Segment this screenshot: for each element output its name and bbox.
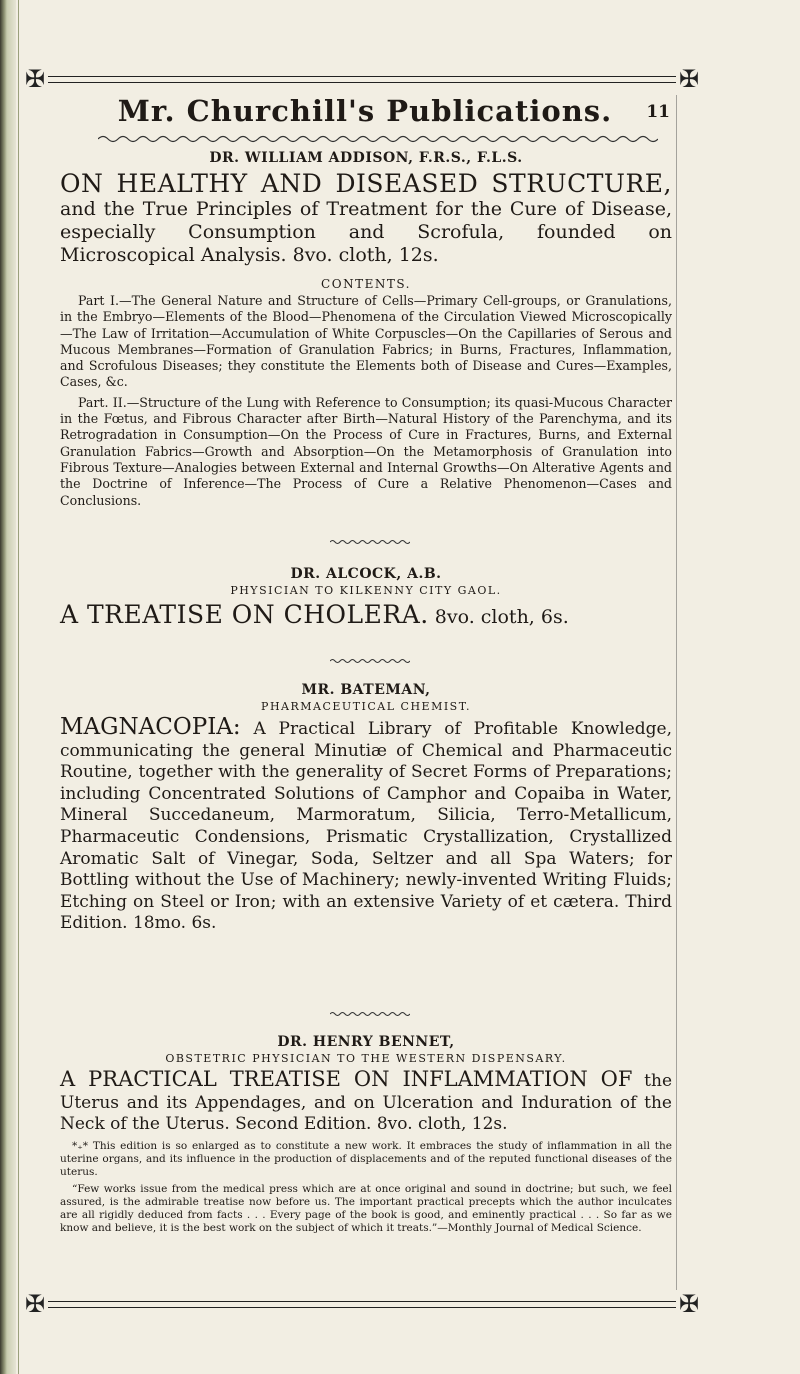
author-name: MR. BATEMAN, xyxy=(301,682,431,698)
book-title-lead: ON HEALTHY AND DISEASED STRUCTURE, xyxy=(60,169,672,198)
entry-addison xyxy=(60,150,672,509)
book-title-rest: the Uterus and its Appendages, and on Ulceration and Induration of the Neck of the Uterus. Second Edition. 8vo. cloth, 12s. xyxy=(60,1071,672,1135)
entry-bateman xyxy=(60,682,672,935)
frame-rule-right xyxy=(676,95,677,1290)
book-price: 8vo. cloth, 6s. xyxy=(428,606,569,628)
author-name: DR. ALCOCK, A.B. xyxy=(290,566,442,582)
page-header xyxy=(60,94,670,134)
page-title: Mr. Churchill's Publications. xyxy=(117,94,613,128)
corner-ornament-icon: ✠ xyxy=(678,65,700,93)
author-name: DR. HENRY BENNET, xyxy=(277,1034,455,1050)
author-role: OBSTETRIC PHYSICIAN TO THE WESTERN DISPENSARY. xyxy=(165,1052,567,1065)
contents-part-1: Part I.—The General Nature and Structure of Cells—Primary Cell-groups, or Granulations, in the Embryo—Elements of the Blood—Phenomena of the Circulation Viewed Microscopically—The Law of Irritation—Accumulation of White Corpuscles—On the Capillaries of Serous and Mucous Membranes—Formation of Granulation Fabrics; in Burns, Fractures, Inflammation, and Scrofulous Diseases; they constitute the Elements both of Disease and Cures—Examples, Cases, &c. xyxy=(60,293,672,390)
author-name: DR. WILLIAM ADDISON, F.R.S., F.L.S. xyxy=(209,150,523,166)
wavy-divider xyxy=(98,134,658,144)
short-wavy-divider xyxy=(330,1011,410,1017)
short-wavy-divider xyxy=(330,539,410,545)
author-role: PHYSICIAN TO KILKENNY CITY GAOL. xyxy=(230,584,502,597)
corner-ornament-icon: ✠ xyxy=(678,1290,700,1318)
book-text: A Practical Library of Profitable Knowledge, communicating the general Minutiæ of Chemical and Pharmaceutic Routine, together with the generality of Secret Forms of Preparations; including Concentrated Solutions of Camphor and Copaiba in Water, Mineral Succedaneum, Marmoratum, Silicia, Terro-Metallicum, Pharmaceutic Condensions, Prismatic Crystallization, Crystallized Aromatic Salt of Vinegar, Soda, Seltzer and all Spa Waters; for Bottling without the Use of Machinery; newly-invented Writing Fluids; Etching on Steel or Iron; with an extensive Variety of et cætera. Third Edition. 18mo. 6s. xyxy=(60,719,672,934)
page-spine-line xyxy=(18,0,19,1374)
review-quote: “Few works issue from the medical press which are at once original and sound in doctrine; but such, we feel assured, is the admirable treatise now before us. The important practical precepts which the author inculcates are all rigidly deduced from facts . . . Every page of the book is good, and eminently practical . . . So far as we know and believe, it is the best work on the subject of which it treats.”—Monthly Journal of Medical Science. xyxy=(60,1182,672,1234)
book-title xyxy=(60,600,672,629)
corner-ornament-icon: ✠ xyxy=(24,1290,46,1318)
frame-rule-bottom xyxy=(48,1301,676,1308)
book-title-lead: A TREATISE ON CHOLERA. xyxy=(60,600,429,629)
book-title xyxy=(60,169,672,267)
entry-bennet xyxy=(60,1034,672,1235)
book-description xyxy=(60,714,672,935)
contents-part-2: Part. II.—Structure of the Lung with Reference to Consumption; its quasi-Mucous Character in the Fœtus, and Fibrous Character after Birth—Natural History of the Parenchyma, and its Retrogradation in Consumption—On the Process of Cure in Fractures, Burns, and External Granulation Fabrics—Growth and Absorption—On the Metamorphosis of Granulation into Fibrous Texture—Analogies between External and Internal Growths—On Alterative Agents and the Doctrine of Inference—The Process of Cure a Relative Phenomenon—Cases and Conclusions. xyxy=(60,394,672,508)
edition-note: *₊* This edition is so enlarged as to constitute a new work. It embraces the study of inflammation in all the uterine organs, and its influence in the production of displacements and of the reputed functional diseases of the uterus. xyxy=(60,1139,672,1178)
book-title-rest: and the True Principles of Treatment for the Cure of Disease, especially Consumption and Scrofula, founded on Microscopical Analysis. 8vo. cloth, 12s. xyxy=(60,198,672,266)
book-title xyxy=(60,1069,672,1136)
short-wavy-divider xyxy=(330,658,410,664)
book-title-lead: MAGNACOPIA: xyxy=(60,714,241,740)
author-role: PHARMACEUTICAL CHEMIST. xyxy=(261,700,471,713)
contents-heading: CONTENTS. xyxy=(321,277,411,291)
frame-rule-top xyxy=(48,76,676,83)
book-title-lead: A PRACTICAL TREATISE ON INFLAMMATION OF xyxy=(60,1067,633,1091)
page-number: 11 xyxy=(646,102,670,122)
entry-alcock xyxy=(60,566,672,629)
corner-ornament-icon: ✠ xyxy=(24,65,46,93)
page-spine-edge xyxy=(0,0,16,1374)
